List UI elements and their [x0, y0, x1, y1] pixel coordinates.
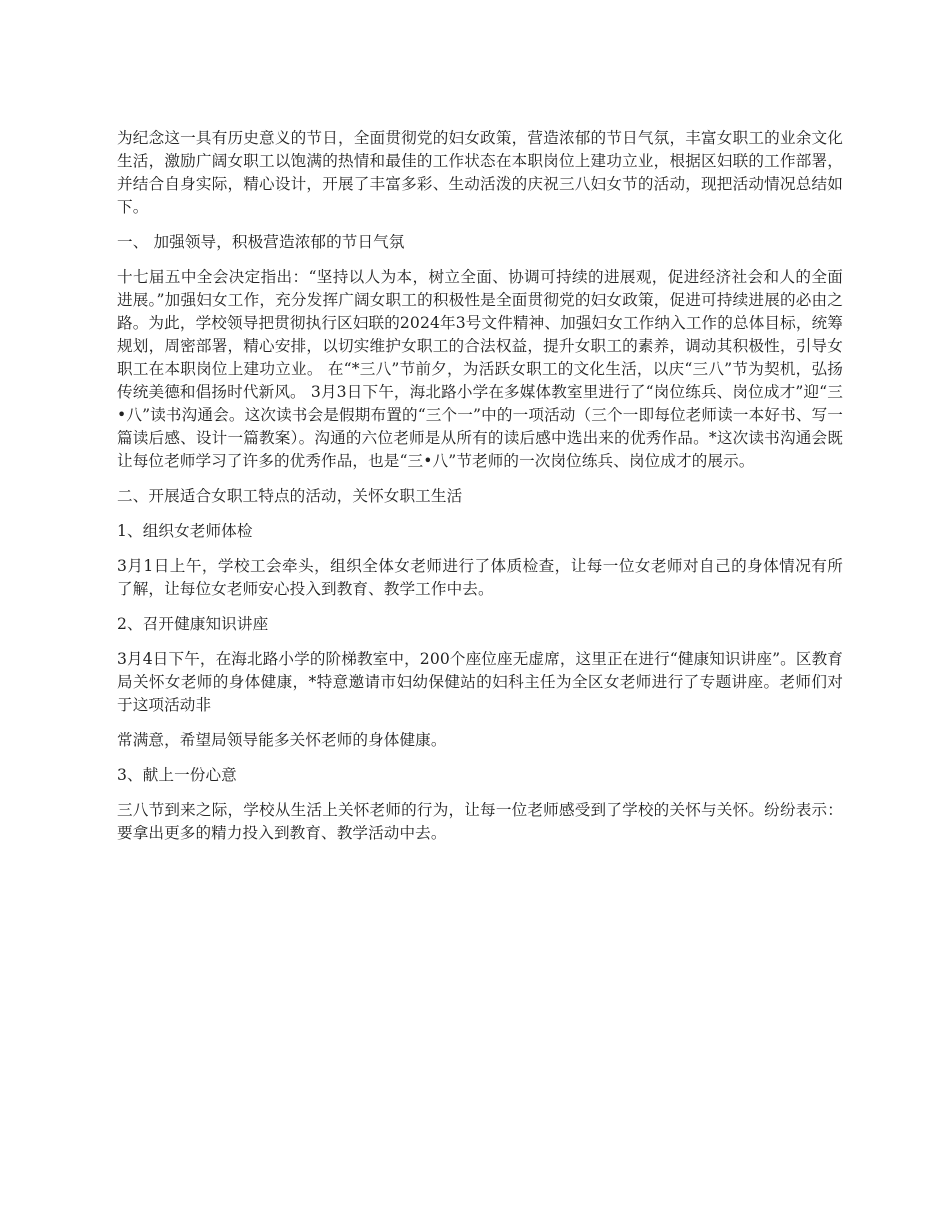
- subsection-2-heading: 2、召开健康知识讲座: [117, 615, 269, 633]
- subsection-3-paragraph: 三八节到来之际，学校从生活上关怀老师的行为，让每一位老师感受到了学校的关怀与关怀。纷纷表示：要拿出更多的精力投入到教育、教学活动中去。: [117, 801, 843, 842]
- section-2-heading: 二、开展适合女职工特点的活动，关怀女职工生活: [117, 487, 463, 505]
- subsection-2-paragraph-b: 常满意，希望局领导能多关怀老师的身体健康。: [117, 731, 447, 749]
- subsection-3-heading: 3、献上一份心意: [117, 766, 237, 784]
- subsection-1-heading: 1、组织女老师体检: [117, 522, 253, 540]
- section-1-paragraph: 十七届五中全会决定指出：“坚持以人为本，树立全面、协调可持续的进展观，促进经济社会和人的全面进展。”加强妇女工作，充分发挥广阔女职工的积极性是全面贯彻党的妇女政策，促进可持续进展的必由之路。为此，学校领导把贯彻执行区妇联的2024年3号文件精神、加强妇女工作纳入工作的总体目标，统筹规划，周密部署，精心安排，以切实维护女职工的合法权益，提升女职工的素养，调动其积极性，引导女职工在本职岗位上建功立业。 在“*三八”节前夕，为活跃女职工的文化生活，以庆“三八”节为契机，弘扬传统美德和倡扬时代新风。 3月3日下午，海北路小学在多媒体教室里进行了“岗位练兵、岗位成才”迎“三•八”读书沟通会。这次读书会是假期布置的“三个一”中的一项活动（三个一即每位老师读一本好书、写一篇读后感、设计一篇教案）。沟通的六位老师是从所有的读后感中选出来的优秀作品。*这次读书沟通会既让每位老师学习了许多的优秀作品，也是“三•八”节老师的一次岗位练兵、岗位成才的展示。: [117, 268, 843, 470]
- document-body: [117, 127, 843, 857]
- subsection-2-paragraph-a: 3月4日下午，在海北路小学的阶梯教室中，200个座位座无虚席，这里正在进行“健康知识讲座”。区教育局关怀女老师的身体健康，*特意邀请市妇幼保健站的妇科主任为全区女老师进行了专题讲座。老师们对于这项活动非: [117, 650, 843, 714]
- subsection-1-paragraph: 3月1日上午，学校工会牵头，组织全体女老师进行了体质检查，让每一位女老师对自己的身体情况有所了解，让每位女老师安心投入到教育、教学工作中去。: [117, 557, 843, 598]
- section-1-heading: 一、 加强领导，积极营造浓郁的节日气氛: [117, 233, 405, 251]
- intro-paragraph: 为纪念这一具有历史意义的节日，全面贯彻党的妇女政策，营造浓郁的节日气氛，丰富女职工的业余文化生活，激励广阔女职工以饱满的热情和最佳的工作状态在本职岗位上建功立业，根据区妇联的工作部署，并结合自身实际，精心设计，开展了丰富多彩、生动活泼的庆祝三八妇女节的活动，现把活动情况总结如下。: [117, 129, 843, 216]
